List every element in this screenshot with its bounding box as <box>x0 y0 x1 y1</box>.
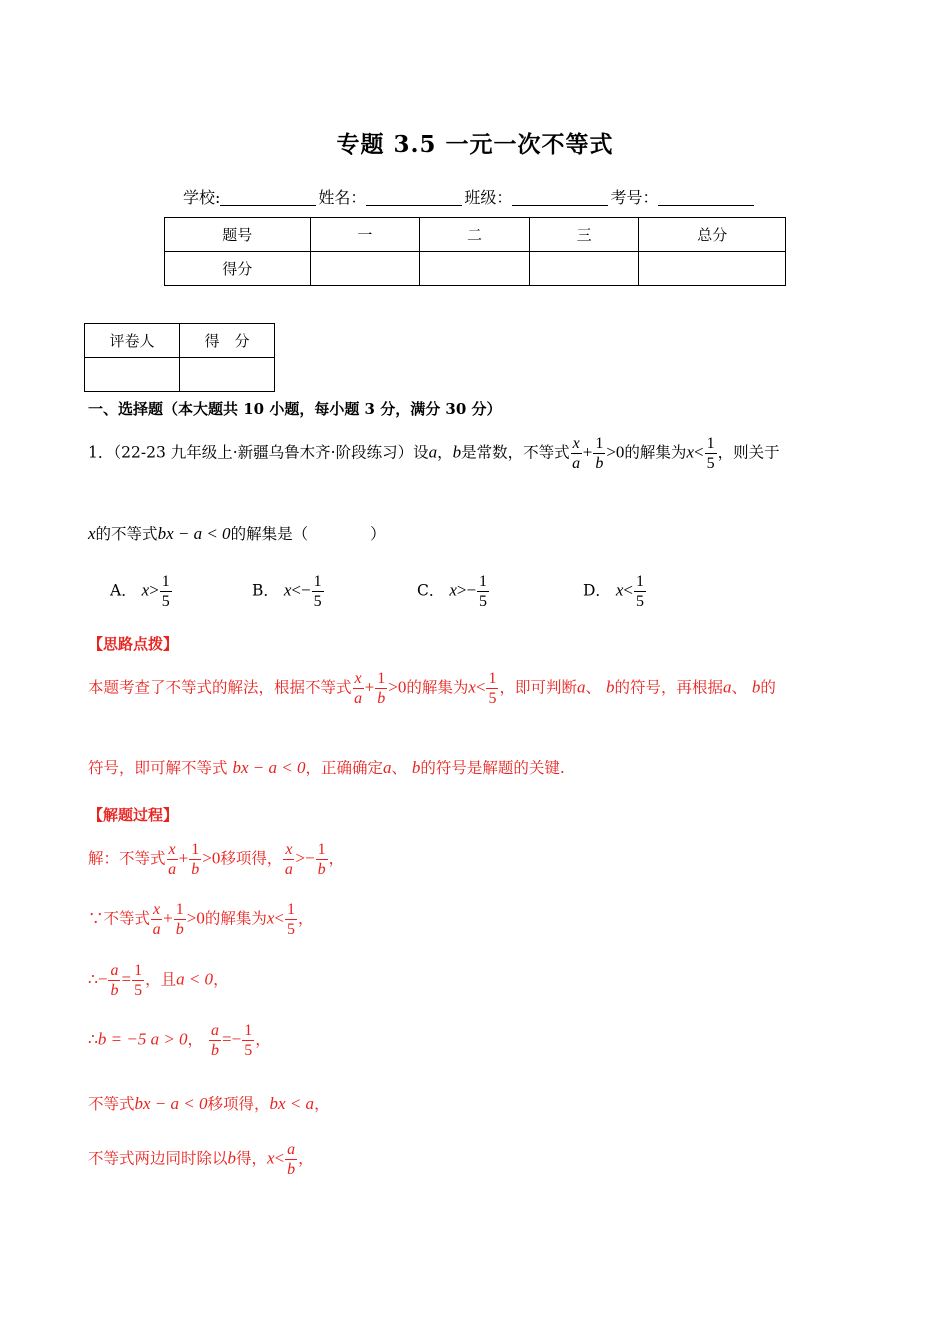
student-info-line <box>183 185 756 208</box>
score-header-cell: 题号 <box>165 218 311 252</box>
class-label: 班级： <box>464 188 513 207</box>
process-line-4: ∴b = −5 a > 0， $\frac{a}{b}$ =− $\frac{1}{5}$ ， <box>88 1022 271 1059</box>
fraction: $\frac{1}{b}$ <box>595 435 604 472</box>
hint-line-2: 符号，即可解不等式 bx − a < 0，正确确定a、 b的符号是解题的关键. <box>88 758 565 777</box>
score-row-label: 得分 <box>165 252 311 286</box>
number-label: 考号： <box>610 188 659 207</box>
option-d[interactable]: D． x< $\frac{1}{5}$ <box>583 573 645 610</box>
score-header-cell: 三 <box>529 218 639 252</box>
grader-cell[interactable] <box>85 358 180 392</box>
score-table-row <box>165 252 786 286</box>
process-line-1: 解：不等式 $\frac{x}{a}$ + $\frac{1}{b}$ >0移项得， $\frac{x}{a}$ >− $\frac{1}{b}$ ， <box>88 841 345 878</box>
process-line-5: 不等式bx − a < 0移项得，bx < a， <box>88 1094 330 1113</box>
class-blank[interactable] <box>512 189 608 206</box>
number-blank[interactable] <box>658 189 754 206</box>
page-title: 专题 3.5 一元一次不等式 <box>336 131 614 158</box>
question-1-line-1: 1．（22-23 九年级上·新疆乌鲁木齐·阶段练习）设a，b是常数，不等式 $\frac{x}{a}$ + $\frac{1}{b}$ >0的解集为x< $\frac{1}{5}$ ，则关于 <box>88 435 780 472</box>
process-line-2: ∵不等式 $\frac{x}{a}$ + $\frac{1}{b}$ >0的解集为x< $\frac{1}{5}$ ， <box>88 901 314 938</box>
grader-score-label: 得 分 <box>179 324 274 358</box>
name-blank[interactable] <box>366 189 462 206</box>
hint-line-1: 本题考查了不等式的解法，根据不等式 $\frac{x}{a}$ + $\frac{1}{b}$ >0的解集为x< $\frac{1}{5}$ ，即可判断a、 b的符号，再根据a、 b的 <box>88 670 776 707</box>
fraction: $\frac{x}{a}$ <box>572 435 581 472</box>
question-1-line-2: x的不等式bx − a < 0的解集是（ ） <box>88 524 386 543</box>
score-cell[interactable] <box>420 252 530 286</box>
option-c[interactable]: C． x>− $\frac{1}{5}$ <box>417 573 488 610</box>
option-a[interactable]: A． x> $\frac{1}{5}$ <box>110 573 170 610</box>
score-header-cell: 一 <box>310 218 420 252</box>
score-table-header-row <box>165 218 786 252</box>
grader-table <box>84 323 275 392</box>
fraction: $\frac{1}{5}$ <box>706 435 715 472</box>
score-header-cell: 二 <box>420 218 530 252</box>
grader-score-cell[interactable] <box>179 358 274 392</box>
score-table <box>164 217 786 286</box>
hint-heading: 【思路点拨】 <box>88 635 179 653</box>
process-line-3: ∴− $\frac{a}{b}$ = $\frac{1}{5}$ ，且a < 0， <box>88 962 229 999</box>
section-heading: 一、选择题（本大题共 10 小题，每小题 3 分，满分 30 分） <box>88 400 502 418</box>
grader-label: 评卷人 <box>85 324 180 358</box>
process-line-6: 不等式两边同时除以b得，x< $\frac{a}{b}$ ， <box>88 1141 314 1178</box>
school-label: 学校: <box>183 188 221 207</box>
school-blank[interactable] <box>220 189 316 206</box>
score-cell[interactable] <box>529 252 639 286</box>
name-label: 姓名： <box>318 188 367 207</box>
question-number: 1． <box>88 443 114 462</box>
score-header-cell: 总分 <box>639 218 786 252</box>
option-b[interactable]: B． x<− $\frac{1}{5}$ <box>252 573 322 610</box>
question-source: （22-23 九年级上·新疆乌鲁木齐·阶段练习）设 <box>113 443 429 462</box>
score-cell[interactable] <box>639 252 786 286</box>
process-heading: 【解题过程】 <box>88 806 179 824</box>
score-cell[interactable] <box>310 252 420 286</box>
